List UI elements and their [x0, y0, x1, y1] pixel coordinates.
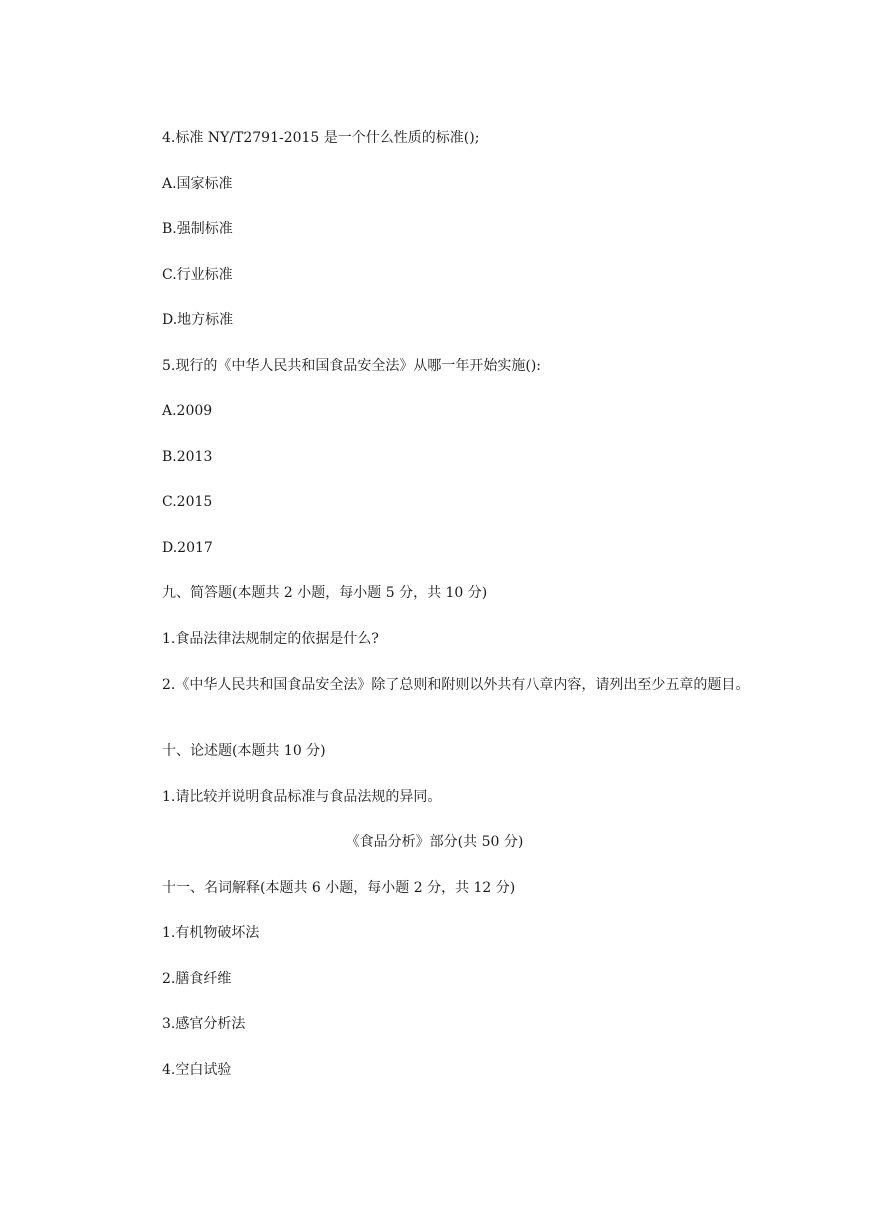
- q5-option-b: B.2013: [162, 449, 213, 465]
- question-5: 5.现行的《中华人民共和国食品安全法》从哪一年开始实施():: [162, 358, 541, 374]
- q5-option-a: A.2009: [162, 403, 213, 419]
- section-11-item-3: 3.感官分析法: [162, 1016, 246, 1032]
- section-9-heading: 九、简答题(本题共 2 小题，每小题 5 分，共 10 分): [162, 585, 488, 601]
- q5-option-c: C.2015: [162, 494, 213, 510]
- section-11-heading: 十一、名词解释(本题共 6 小题，每小题 2 分，共 12 分): [162, 880, 516, 896]
- q4-option-c: C.行业标准: [162, 267, 233, 283]
- section-11-item-2: 2.膳食纤维: [162, 971, 232, 987]
- section-10-question-1: 1.请比较并说明食品标准与食品法规的异同。: [162, 789, 442, 805]
- q5-option-d: D.2017: [162, 540, 213, 556]
- section-11-item-4: 4.空白试验: [162, 1062, 232, 1078]
- section-9-question-1: 1.食品法律法规制定的依据是什么?: [162, 631, 379, 647]
- q4-option-b: B.强制标准: [162, 221, 233, 237]
- question-4: 4.标准 NY/T2791-2015 是一个什么性质的标准();: [162, 130, 480, 146]
- q4-option-a: A.国家标准: [162, 176, 233, 192]
- q4-option-d: D.地方标准: [162, 312, 234, 328]
- section-10-heading: 十、论述题(本题共 10 分): [162, 743, 326, 759]
- part-title: 《食品分析》部分(共 50 分): [345, 834, 524, 850]
- section-9-question-2: 2.《中华人民共和国食品安全法》除了总则和附则以外共有八章内容，请列出至少五章的题目。: [162, 677, 750, 693]
- section-11-item-1: 1.有机物破坏法: [162, 925, 260, 941]
